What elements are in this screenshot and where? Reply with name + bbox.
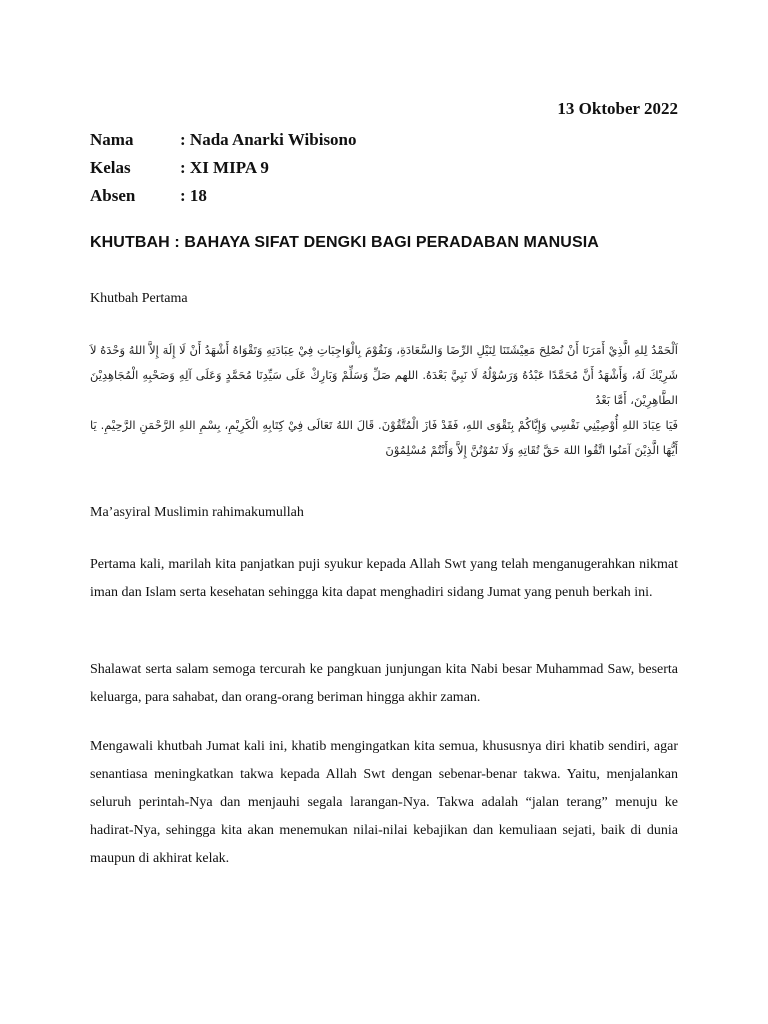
- body-paragraph-3: Mengawali khutbah Jumat kali ini, khatib mengingatkan kita semua, khususnya diri khatib sendiri, agar senantiasa meningkatkan takwa kepada Allah Swt dengan sebenar-benar takwa. Yaitu, menjalankan seluruh perintah-Nya dan menjauhi segala larangan-Nya. Takwa adalah “jalan terang” menuju ke hadirat-Nya, sehingga kita akan menemukan nilai-nilai kebajikan dan kemuliaan sejati, baik di dunia maupun di akhirat kelak.: [90, 739, 678, 866]
- greeting-line: Ma’asyiral Muslimin rahimakumullah: [90, 505, 304, 520]
- body-paragraph-1: Pertama kali, marilah kita panjatkan puji syukur kepada Allah Swt yang telah menganugerahkan nikmat iman dan Islam serta kesehatan sehingga kita dapat menghadiri sidang Jumat yang penuh berkah ini.: [90, 557, 678, 600]
- info-label: Absen: [90, 186, 136, 205]
- info-label: Kelas: [90, 158, 131, 177]
- info-value: : XI MIPA 9: [180, 158, 269, 177]
- info-row-class: [90, 154, 357, 182]
- document-title: KHUTBAH : BAHAYA SIFAT DENGKI BAGI PERADABAN MANUSIA: [90, 234, 599, 251]
- arabic-paragraph-2: فَيَا عِبَادَ اللهِ أُوْصِيْنِي نَفْسِي وَإِيَّاكُمْ بِتَقْوَى اللهِ، فَقَدْ فَازَ الْمُتَّقُوْنَ. قَالَ اللهُ تَعَالَى فِيْ كِتَابِهِ الْكَرِيْمِ، بِسْمِ اللهِ الرَّحْمَنِ الرَّحِيْمِ. يَا أَيُّهَا الَّذِيْنَ آمَنُوا اتَّقُوا اللهَ حَقَّ تُقَاتِهِ وَلَا تَمُوْتُنَّ إِلاَّ وَأَنْتُمْ مُسْلِمُوْنَ: [90, 418, 678, 457]
- info-row-absen: [90, 182, 357, 210]
- arabic-paragraph-1: اَلْحَمْدُ لِلهِ الَّذِيْ أَمَرَنَا أَنْ نُصْلِحَ مَعِيْشَتَنَا لِنَيْلِ الرِّضَا وَالسَّعَادَةِ، وَنَقُوْمَ بِالْوَاجِبَاتِ فِيْ عِبَادَتِهِ وَتَقْوَاهُ أَشْهَدُ أَنْ لَا إِلَهَ إِلاَّ اللهُ وَحْدَهُ لاَ شَرِيْكَ لَهُ، وَأَشْهَدُ أَنَّ مُحَمَّدًا عَبْدُهُ وَرَسُوْلُهُ لَا نَبِيَّ بَعْدَهُ. اللهم صَلِّ وَسَلِّمْ وَبَارِكْ عَلَى سَيِّدِنَا مُحَمَّدٍ وَعَلَى آلِهِ وَصَحْبِهِ الْمُجَاهِدِيْنَ الطَّاهِرِيْنَ، أَمَّا بَعْدُ: [90, 343, 678, 407]
- student-info: [90, 126, 357, 210]
- arabic-text: [90, 338, 678, 463]
- info-label: Nama: [90, 130, 134, 149]
- section-subheading: Khutbah Pertama: [90, 291, 188, 306]
- info-value: : 18: [180, 186, 207, 205]
- body-paragraph-2: Shalawat serta salam semoga tercurah ke pangkuan junjungan kita Nabi besar Muhammad Saw, beserta keluarga, para sahabat, dan orang-orang beriman hingga akhir zaman.: [90, 662, 678, 705]
- document-date: 13 Oktober 2022: [557, 99, 678, 118]
- info-value: : Nada Anarki Wibisono: [180, 130, 357, 149]
- info-row-name: [90, 126, 357, 154]
